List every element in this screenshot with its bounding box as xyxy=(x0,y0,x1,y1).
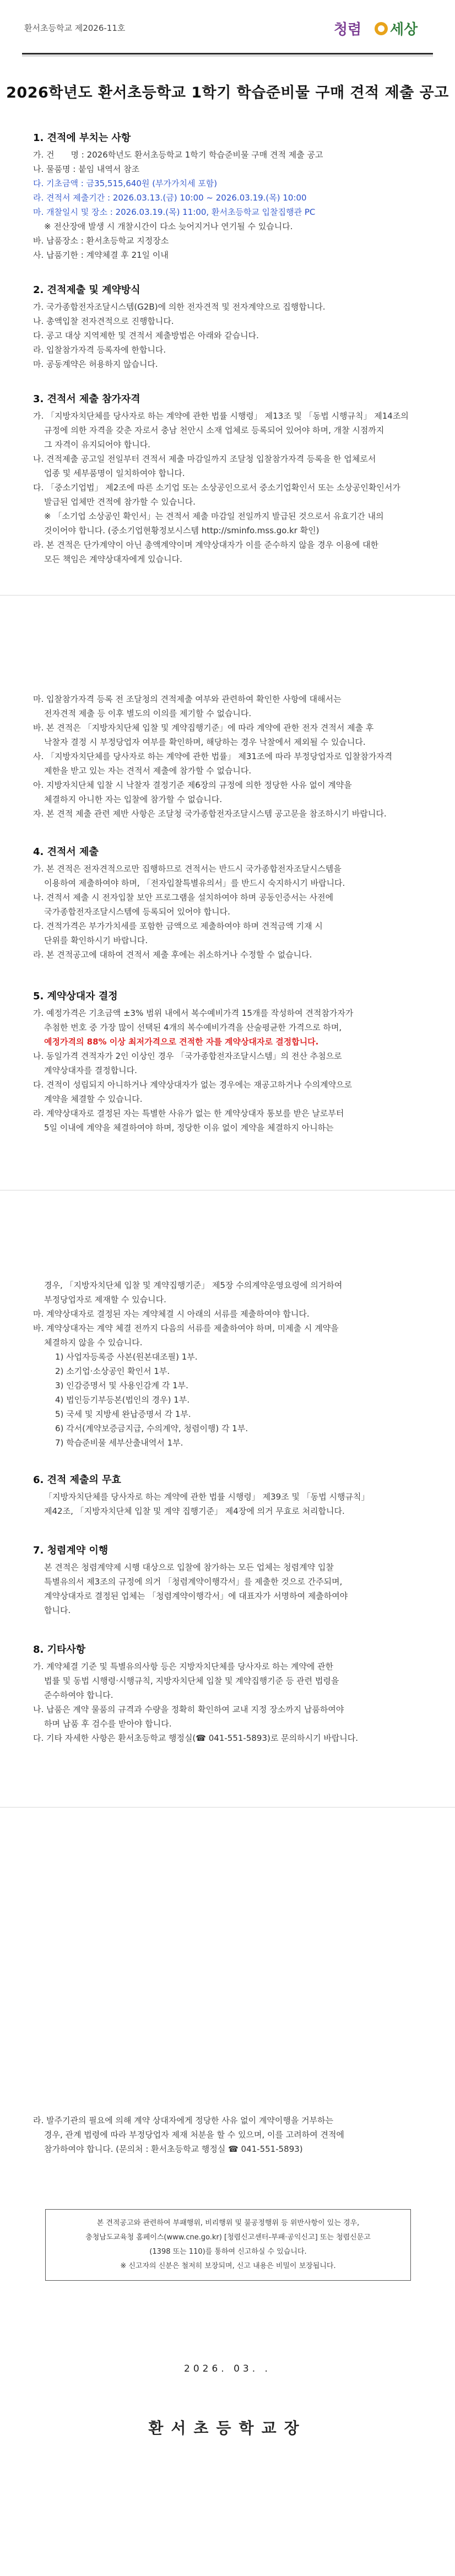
s7-line: 합니다. xyxy=(44,1605,71,1615)
s4-line: 단위를 확인하시기 바랍니다. xyxy=(44,935,148,945)
s3b-line: 바. 본 견적은 「지방자치단체 입찰 및 계약집행기준」에 따라 계약에 관한 전자 견적서 제출 후 xyxy=(33,723,374,733)
section-4-title: 4. 견적서 제출 xyxy=(33,846,99,858)
s4-line: 국가종합전자조달시스템에 등록되어 있어야 합니다. xyxy=(44,907,230,917)
s5-line: 계약상대자를 결정합니다. xyxy=(44,1065,137,1075)
s4-line: 라. 본 견적공고에 대하여 견적서 제출 후에는 취소하거나 수정할 수 없습니다. xyxy=(33,950,312,960)
s5b-line: 마. 계약상대자로 결정된 자는 계약체결 시 아래의 서류를 제출하여야 합니다. xyxy=(33,1309,310,1319)
s1-line: 마. 개찰일시 및 장소 : 2026.03.19.(목) 11:00, 환서초등학교 입찰집행관 PC xyxy=(33,207,316,217)
s8b-line: 라. 발주기관의 필요에 의해 계약 상대자에게 정당한 사유 없이 계약이행을 거부하는 xyxy=(33,2115,334,2125)
section-8-title: 8. 기타사항 xyxy=(33,1644,86,1655)
s3b-line: 자. 본 견적 제출 관련 제반 사항은 조달청 국가종합전자조달시스템 공고문을 참조하시기 바랍니다. xyxy=(33,809,387,819)
header-rule xyxy=(22,53,433,55)
s1-line: 사. 납품기한 : 계약체결 후 21일 이내 xyxy=(33,250,169,260)
s8-line: 하며 납품 후 검수를 받아야 합니다. xyxy=(44,1719,172,1729)
s8-line: 법률 및 동법 시행령·시행규칙, 지방자치단체 입찰 및 계약집행기준 등 관련 법령을 xyxy=(44,1676,339,1686)
document-title: 2026학년도 환서초등학교 1학기 학습준비물 구매 견적 제출 공고 xyxy=(6,84,449,101)
s5-line: 예정가격의 88% 이상 최저가격으로 견적한 자를 계약상대자로 결정합니다. xyxy=(44,1037,319,1047)
s1-line: ※ 전산장애 발생 시 개찰시간이 다소 늦어지거나 연기될 수 있습니다. xyxy=(44,221,293,231)
s2-line: 다. 공고 대상 지역제한 및 견적서 제출방법은 아래와 같습니다. xyxy=(33,331,259,340)
s3-line: 나. 견적제출 공고일 전일부터 견적서 제출 마감일까지 조달청 입찰참가자격 등록을 한 업체로서 xyxy=(33,454,376,464)
s7-line: 계약상대자로 결정된 업체는 「청렴계약이행각서」에 대표자가 서명하여 제출하여야 xyxy=(44,1591,348,1601)
s5-line: 5일 이내에 계약을 체결하여야 하며, 정당한 이유 없이 계약을 체결하지 아니하는 xyxy=(44,1123,334,1133)
s3-line: 모든 책임은 계약상대자에게 있습니다. xyxy=(44,554,182,564)
s5b-line: 1) 사업자등록증 사본(원본대조필) 1부. xyxy=(55,1352,198,1362)
notice-line: ※ 신고자의 신분은 철저히 보장되며, 신고 내용은 비밀이 보장됩니다. xyxy=(120,2262,336,2270)
s5-line: 라. 계약상대자로 결정된 자는 특별한 사유가 없는 한 계약상대자 통보를 받은 날로부터 xyxy=(33,1108,344,1118)
section-1-title: 1. 견적에 부치는 사항 xyxy=(33,132,131,144)
s5-line: 가. 예정가격은 기초금액 ±3% 범위 내에서 복수예비가격 15개를 작성하여 견적참가자가 xyxy=(33,1008,354,1018)
s3b-line: 마. 입찰참가자격 등록 전 조달청의 견적제출 여부와 관련하여 확인한 사항에 대해서는 xyxy=(33,694,342,704)
s6-line: 「지방자치단체를 당사자로 하는 계약에 관한 법률 시행령」 제39조 및 「동법 시행규칙」 xyxy=(44,1492,370,1502)
s1-line: 다. 기초금액 : 금35,515,640원 (부가가치세 포함) xyxy=(33,178,218,188)
s1-line: 가. 건 명 : 2026학년도 환서초등학교 1학기 학습준비물 구매 견적 제출 공고 xyxy=(33,150,323,160)
s4-line: 이용하여 제출하여야 하며, 「전자입찰특별유의서」를 반드시 숙지하시기 바랍니다. xyxy=(44,878,345,888)
document-number: 환서초등학교 제2026-11호 xyxy=(24,23,126,33)
document-date: 2026. 03. . xyxy=(184,2363,271,2374)
s3-line: 라. 본 견적은 단가계약이 아닌 총액계약이며 계약상대자가 이를 준수하지 않을 경우 이용에 대한 xyxy=(33,540,379,550)
section-2-title: 2. 견적제출 및 계약방식 xyxy=(33,284,140,296)
s3-line: 가. 「지방자치단체를 당사자로 하는 계약에 관한 법률 시행령」 제13조 및 「동법 시행규칙」 제14조의 xyxy=(33,411,409,421)
s3-line: 규정에 의한 자격을 갖춘 자로서 충남 천안시 소재 업체로 등록되어 있어야 하며, 개찰 시점까지 xyxy=(44,425,384,435)
s3b-line: 체결하지 아니한 자는 입찰에 참가할 수 없습니다. xyxy=(44,794,223,804)
s4-line: 나. 견적서 제출 시 전자입찰 보안 프로그램을 설치하여야 하며 공동인증서는 사전에 xyxy=(33,892,334,902)
s8-line: 가. 계약체결 기준 및 특별유의사항 등은 지방자치단체를 당사자로 하는 계약에 관한 xyxy=(33,1662,334,1671)
s2-line: 라. 입찰참가자격 등록자에 한합니다. xyxy=(33,345,166,355)
s3-line: 발급된 업체만 견적에 참가할 수 있습니다. xyxy=(44,497,196,507)
anti-corruption-notice-box xyxy=(45,2209,411,2281)
signatory: 환서초등학교장 xyxy=(148,2419,307,2437)
s5b-line: 7) 학습준비물 세부산출내역서 1부. xyxy=(55,1438,183,1448)
s6-line: 제42조, 「지방자치단체 입찰 및 계약 집행기준」 제4장에 의거 무효로 처리합니다. xyxy=(44,1506,345,1516)
s4-line: 가. 본 견적은 전자견적으로만 집행하므로 견적서는 반드시 국가종합전자조달시스템을 xyxy=(33,864,342,874)
s5b-line: 부정당업자로 제재할 수 있습니다. xyxy=(44,1295,166,1305)
s5b-line: 6) 각서(계약보증금지급, 수의계약, 청렴이행) 각 1부. xyxy=(55,1424,248,1433)
s8b-line: 참가하여야 합니다. (문의처 : 환서초등학교 행정실 ☎ 041-551-5893) xyxy=(44,2144,303,2154)
s5b-line: 5) 국세 및 지방세 완납증명서 각 1부. xyxy=(55,1409,191,1419)
section-5-title: 5. 계약상대자 결정 xyxy=(33,991,118,1002)
s3b-line: 낙찰자 결정 시 부정당업자 여부를 확인하며, 해당하는 경우 낙찰에서 제외될 수 있습니다. xyxy=(44,737,366,747)
notice-line: 본 견적공고와 관련하여 부패행위, 비리행위 및 불공정행위 등 위반사항이 있는 경우, xyxy=(96,2219,360,2227)
s2-line: 마. 공동계약은 허용하지 않습니다. xyxy=(33,359,158,369)
s3b-line: 제한을 받고 있는 자는 견적서 제출에 참가할 수 없습니다. xyxy=(44,766,252,776)
s3-line: 그 자격이 유지되어야 합니다. xyxy=(44,440,150,450)
s3-line: 것이어야 합니다. (중소기업현황정보시스템 http://sminfo.mss.go.kr 확인) xyxy=(44,526,319,535)
notice-line: 충청남도교육청 홈페이스(www.cne.go.kr) [청렴신고센터-부패·공익신고] 또는 청렴신문고 xyxy=(85,2233,371,2242)
s5b-line: 2) 소기업·소상공인 확인서 1부. xyxy=(55,1366,170,1376)
s8-line: 나. 납품은 계약 물품의 규격과 수량을 정확히 확인하여 교내 지정 장소까지 납품하여야 xyxy=(33,1704,344,1714)
s1-line: 바. 납품장소 : 환서초등학교 지정장소 xyxy=(33,236,169,246)
s3-line: 다. 「중소기업법」 제2조에 따른 소기업 또는 소상공인으로서 중소기업확인서 또는 소상공인확인서가 xyxy=(33,483,400,493)
s5-line: 추첨한 번호 중 가장 많이 선택된 4개의 복수예비가격을 산술평균한 가격으로 하며, xyxy=(44,1022,342,1032)
s8-line: 준수하여야 합니다. xyxy=(44,1690,113,1700)
s8b-line: 경우, 관계 법령에 따라 부정당업자 제재 처분을 할 수 있으며, 이를 고려하여 견적에 xyxy=(44,2130,344,2140)
s5b-line: 3) 인감증명서 및 사용인감계 각 1부. xyxy=(55,1381,188,1390)
s5b-line: 체결하지 않을 수 있습니다. xyxy=(44,1338,143,1347)
s2-line: 나. 총액입찰 전자견적으로 진행합니다. xyxy=(33,316,174,326)
section-6-title: 6. 견적 제출의 무효 xyxy=(33,1474,121,1486)
s2-line: 가. 국가종합전자조달시스템(G2B)에 의한 전자견적 및 전자계약으로 집행합니다. xyxy=(33,302,326,312)
s5-line: 계약을 체결할 수 있습니다. xyxy=(44,1094,143,1104)
s3b-line: 아. 지방자치단체 입찰 시 낙찰자 결정기준 제6장의 규정에 의한 정당한 사유 없이 계약을 xyxy=(33,780,352,790)
s5-line: 나. 동일가격 견적자가 2인 이상인 경우 「국가종합전자조달시스템」의 전산 추첨으로 xyxy=(33,1051,342,1061)
page-break xyxy=(0,595,455,596)
s4-line: 다. 견적가격은 부가가치세를 포함한 금액으로 제출하여야 하며 견적금액 기재 시 xyxy=(33,921,323,931)
s5-line: 다. 견적이 성립되지 아니하거나 계약상대자가 없는 경우에는 재공고하거나 수의계약으로 xyxy=(33,1080,353,1090)
s3-line: 업종 및 세부품명이 일치하여야 합니다. xyxy=(44,468,185,478)
s5b-line: 경우, 「지방자치단체 입찰 및 계약집행기준」 제5장 수의계약운영요령에 의거하여 xyxy=(44,1280,343,1290)
s8-line: 다. 기타 자세한 사항은 환서초등학교 행정실(☎ 041-551-5893)로 문의하시기 바랍니다. xyxy=(33,1733,359,1743)
notice-line: (1398 또는 110)를 통하여 신고하실 수 있습니다. xyxy=(149,2248,307,2256)
s3b-line: 사. 「지방자치단체를 당사자로 하는 계약에 관한 법률」 제31조에 따라 부정당업자로 입찰참가자격 xyxy=(33,751,393,761)
s1-line: 나. 물품명 : 붙임 내역서 참조 xyxy=(33,164,140,174)
s7-line: 본 견적은 청렴계약제 시행 대상으로 입찰에 참가하는 모든 업체는 청렴계약 입찰 xyxy=(44,1562,334,1572)
s3b-line: 전자견적 제출 등 이후 별도의 이의를 제기할 수 없습니다. xyxy=(44,708,252,718)
s1-line: 라. 견적서 제출기간 : 2026.03.13.(금) 10:00 ~ 2026.03.19.(목) 10:00 xyxy=(33,193,307,203)
s3-line: ※ 「소기업 소상공인 확인서」는 견적서 제출 마감일 전일까지 발급된 것으로서 유효기간 내의 xyxy=(44,511,384,521)
svg-text:세상: 세상 xyxy=(390,21,418,38)
section-3-title: 3. 견적서 제출 참가자격 xyxy=(33,393,140,405)
section-7-title: 7. 청렴계약 이행 xyxy=(33,1545,109,1556)
s5b-line: 4) 법인등기부등본(법인의 경우) 1부. xyxy=(55,1395,190,1405)
s7-line: 특별유의서 제3조의 규정에 의거 「청렴계약이행각서」를 제출한 것으로 간주되며, xyxy=(44,1577,343,1587)
s5b-line: 바. 계약상대자는 계약 체결 전까지 다음의 서류를 제출하여야 하며, 미제출 시 계약을 xyxy=(33,1323,339,1333)
clean-society-logo xyxy=(331,13,435,46)
svg-text:청렴: 청렴 xyxy=(334,21,362,38)
